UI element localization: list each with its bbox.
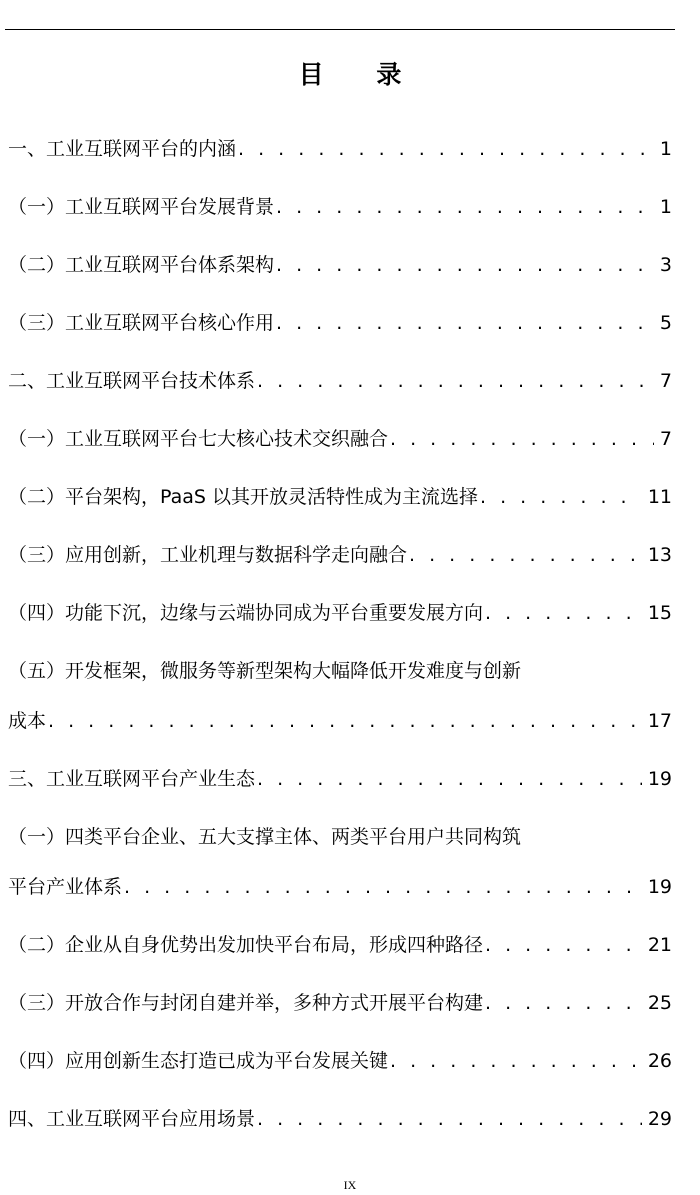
toc-entry[interactable] [8,366,672,396]
toc-entry[interactable] [8,598,672,628]
toc-leader [478,482,642,512]
toc-page-number: 29 [647,1108,672,1130]
toc-entry-label: 一、工业互联网平台的内涵 [8,138,237,160]
toc-entry-label: （二）平台架构，PaaS 以其开放灵活特性成为主流选择 [8,486,478,508]
toc-leader [236,134,654,164]
toc-page-number: 19 [647,876,672,898]
toc-page-number: 11 [647,486,672,508]
toc-entry[interactable] [8,192,672,222]
toc-page-number: 19 [647,768,672,790]
toc-entry-label: （二）工业互联网平台体系架构 [8,254,275,276]
toc-entry[interactable] [8,988,672,1018]
toc-leader [274,250,654,280]
toc-page-number: 26 [647,1050,672,1072]
page-footer-number: IX [343,1178,357,1192]
toc-entry[interactable] [8,424,672,454]
toc-entry[interactable] [8,308,672,338]
toc-entry[interactable] [8,250,672,280]
toc-page-number: 7 [659,370,672,392]
toc-page-number: 3 [659,254,672,276]
toc-entry[interactable] [8,930,672,960]
toc-leader [122,872,642,902]
toc-entry-label: （三）开放合作与封闭自建并举，多种方式开展平台构建 [8,992,484,1014]
toc-leader [388,1046,642,1076]
toc-entry[interactable] [8,540,672,570]
toc-entry-label: （二）企业从自身优势出发加快平台布局，形成四种路径 [8,934,484,956]
toc-page-number: 25 [647,992,672,1014]
toc-page-number: 15 [647,602,672,624]
toc-entry-label: 三、工业互联网平台产业生态 [8,768,256,790]
toc-entry[interactable] [8,764,672,794]
toc-page-number: 17 [647,710,672,732]
toc-entry[interactable] [8,706,672,736]
toc-page-number: 21 [647,934,672,956]
toc-title: 目 录 [298,60,424,89]
toc-leader [255,366,654,396]
toc-page-number: 7 [659,428,672,450]
toc-entry-label: 二、工业互联网平台技术体系 [8,370,256,392]
toc-entry[interactable] [8,1046,672,1076]
toc-entry-label: （四）应用创新生态打造已成为平台发展关键 [8,1050,389,1072]
top-rule [5,29,675,30]
toc-leader [483,930,642,960]
toc-entry-label: （一）工业互联网平台发展背景 [8,196,275,218]
toc-entry-label: （一）工业互联网平台七大核心技术交织融合 [8,428,389,450]
toc-entry[interactable] [8,872,672,902]
toc-entry-label: （三）应用创新，工业机理与数据科学走向融合 [8,544,408,566]
toc-entry[interactable] [8,1104,672,1134]
toc-entry[interactable] [8,482,672,512]
toc-entry-label: 成本 [8,710,47,732]
toc-leader [388,424,654,454]
toc-entry-label: （三）工业互联网平台核心作用 [8,312,275,334]
toc-leader [255,1104,642,1134]
toc-page-number: 5 [659,312,672,334]
toc-entry-label: 四、工业互联网平台应用场景 [8,1108,256,1130]
toc-leader [46,706,642,736]
toc-leader [255,764,642,794]
toc-entry-first-line: （五）开发框架，微服务等新型架构大幅降低开发难度与创新 [8,660,522,682]
toc-entry[interactable] [8,134,672,164]
toc-leader [274,192,654,222]
toc-entry-label: 平台产业体系 [8,876,123,898]
toc-page-number: 1 [659,138,672,160]
toc-page-number: 13 [647,544,672,566]
toc-page-number: 1 [659,196,672,218]
toc-entry-label: （四）功能下沉，边缘与云端协同成为平台重要发展方向 [8,602,484,624]
toc-entry-first-line: （一）四类平台企业、五大支撑主体、两类平台用户共同构筑 [8,826,522,848]
toc-leader [407,540,642,570]
toc-leader [483,598,642,628]
toc-leader [483,988,642,1018]
toc-leader [274,308,654,338]
